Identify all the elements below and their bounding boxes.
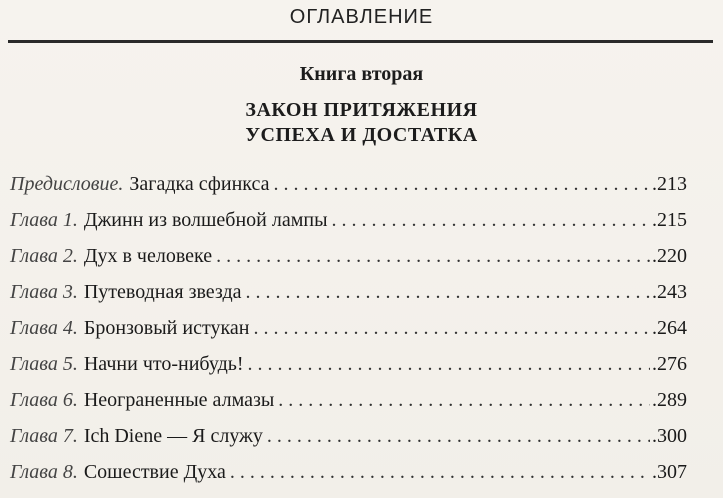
toc-entry-chapter-2[interactable] <box>10 245 687 281</box>
toc-entry-title: Неограненные алмазы <box>83 389 275 411</box>
toc-entry-label: Глава 8. <box>10 461 78 483</box>
toc-entry-title: Путеводная звезда <box>83 281 242 303</box>
toc-entry-page: .213 <box>652 173 687 195</box>
toc-entry-page: .264 <box>652 317 687 339</box>
book-subtitle: Книга вторая <box>299 63 424 85</box>
toc-entry-chapter-6[interactable] <box>10 389 687 425</box>
toc-entry-page: .220 <box>652 245 687 267</box>
toc-entry-label: Глава 5. <box>10 353 78 375</box>
toc-entry-label: Предисловие. <box>10 173 124 195</box>
dot-leader <box>230 461 650 484</box>
toc-entry-label: Глава 6. <box>10 389 78 411</box>
toc-entry-chapter-5[interactable] <box>10 353 687 389</box>
toc-entry-label: Глава 3. <box>10 281 78 303</box>
dot-leader <box>267 425 650 448</box>
toc-entry-label: Глава 1. <box>10 209 78 231</box>
toc-entry-title: Начни что-нибудь! <box>83 353 244 375</box>
dot-leader <box>246 281 650 304</box>
part-title-line-1: ЗАКОН ПРИТЯЖЕНИЯ <box>245 99 478 121</box>
running-head: ОГЛАВЛЕНИЕ <box>289 6 434 28</box>
toc-entry-title: Дух в человеке <box>83 245 213 267</box>
toc-entry-title: Бронзовый истукан <box>83 317 250 339</box>
dot-leader <box>278 389 650 412</box>
toc-entry-page: .307 <box>652 461 687 483</box>
toc-entry-title: Сошествие Духа <box>83 461 226 483</box>
toc-entry-label: Глава 2. <box>10 245 78 267</box>
dot-leader <box>332 209 650 232</box>
toc-entry-chapter-8[interactable] <box>10 461 687 497</box>
toc-entry-chapter-1[interactable] <box>10 209 687 245</box>
dot-leader <box>216 245 650 268</box>
toc-entry-title: Загадка сфинкса <box>129 173 270 195</box>
toc-entry-title: Джинн из волшебной лампы <box>83 209 328 231</box>
header-rule <box>8 40 713 43</box>
toc-entry-page: .289 <box>652 389 687 411</box>
toc-entry-page: .276 <box>652 353 687 375</box>
toc-entry-page: .300 <box>652 425 687 447</box>
toc-entry-page: .243 <box>652 281 687 303</box>
toc-entry-label: Глава 7. <box>10 425 78 447</box>
toc-entry-chapter-7[interactable] <box>10 425 687 461</box>
table-of-contents <box>10 173 687 497</box>
toc-entry-page: .215 <box>652 209 687 231</box>
part-title-line-2: УСПЕХА И ДОСТАТКА <box>245 124 478 146</box>
dot-leader <box>248 353 650 376</box>
toc-entry-label: Глава 4. <box>10 317 78 339</box>
dot-leader <box>253 317 650 340</box>
toc-entry-chapter-3[interactable] <box>10 281 687 317</box>
toc-entry-chapter-4[interactable] <box>10 317 687 353</box>
toc-entry-title: Ich Diene — Я служу <box>83 425 263 447</box>
toc-entry-preface[interactable] <box>10 173 687 209</box>
dot-leader <box>274 173 651 196</box>
